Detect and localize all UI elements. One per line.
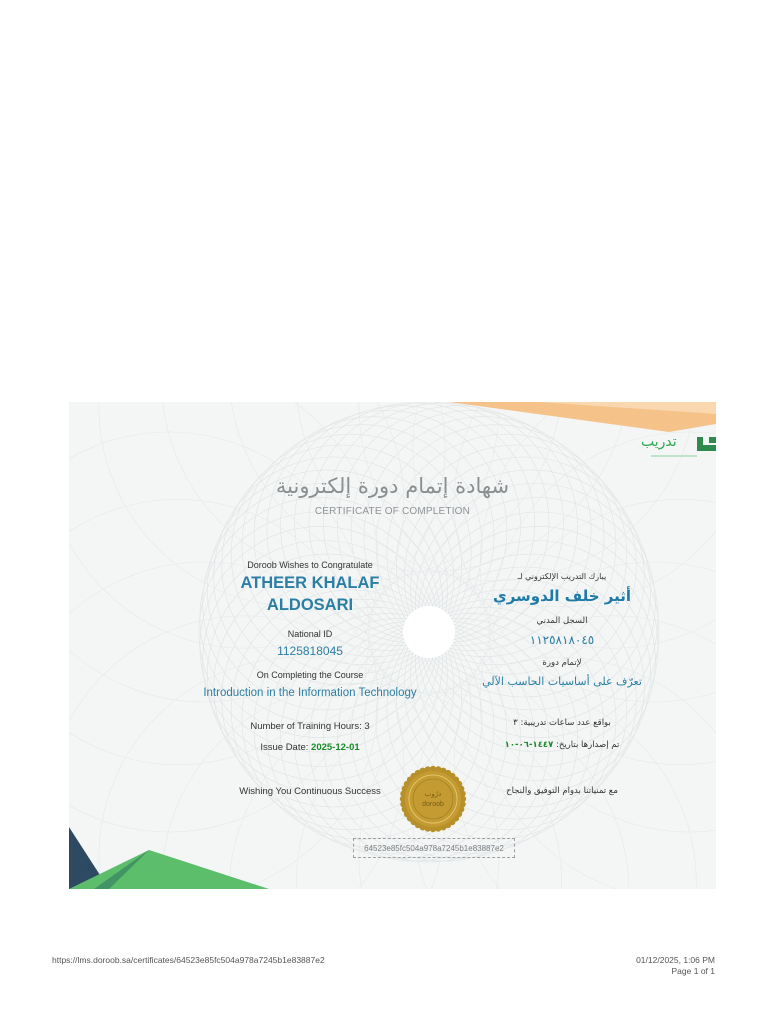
course-name-en: Introduction in the Information Technology xyxy=(203,687,417,699)
issue-date-value-ar: ١٤٤٧-٠٦-١٠ xyxy=(504,740,554,750)
tadreeb-logo: تدريب xyxy=(641,434,677,450)
national-id-label-ar: السجل المدني xyxy=(536,616,588,626)
gold-seal-icon xyxy=(398,764,468,834)
wishes-en: Wishing You Continuous Success xyxy=(239,786,381,797)
certificate-title-ar: شهادة إتمام دورة إلكترونية xyxy=(275,474,510,498)
issue-date-en xyxy=(200,742,420,753)
course-label-ar: لإتمام دورة xyxy=(542,658,582,668)
national-id-value-en: 1125818045 xyxy=(277,644,343,658)
svg-text:doroob: doroob xyxy=(422,801,444,808)
issue-date-label-ar: تم إصدارها بتاريخ: xyxy=(555,740,620,750)
issue-date-value-en: 2025-12-01 xyxy=(311,742,360,753)
tadreeb-logo-underline xyxy=(651,455,697,457)
footer-page-number: Page 1 of 1 xyxy=(671,966,715,976)
recipient-name-ar: أثير خلف الدوسري xyxy=(492,587,632,605)
national-id-value-ar: ١١٢٥٨١٨٠٤٥ xyxy=(529,633,595,647)
verification-code: 64523e85fc504a978a7245b1e83887e2 xyxy=(353,838,515,858)
congrats-label-en: Doroob Wishes to Congratulate xyxy=(247,560,373,570)
congrats-label-ar: يبارك التدريب الإلكتروني لـ xyxy=(517,572,607,581)
footer-url[interactable]: https://lms.doroob.sa/certificates/64523e85fc504a978a7245b1e83887e2 xyxy=(52,955,325,965)
svg-text:درُوب: درُوب xyxy=(424,790,442,798)
issue-date-label-en: Issue Date: xyxy=(260,742,309,753)
training-hours-ar: بواقع عدد ساعات تدريبية: ٣ xyxy=(513,718,611,728)
training-hours-en: Number of Training Hours: 3 xyxy=(250,721,370,732)
issue-date-ar xyxy=(452,740,672,750)
course-label-en: On Completing the Course xyxy=(256,670,364,680)
doroob-logo-icon xyxy=(697,434,716,459)
national-id-label-en: National ID xyxy=(287,629,333,639)
footer-datetime: 01/12/2025, 1:06 PM xyxy=(636,955,715,965)
wishes-ar: مع تمنياتنا بدوام التوفيق والنجاح xyxy=(506,786,618,796)
certificate-title-en: CERTIFICATE OF COMPLETION xyxy=(314,506,471,517)
certificate xyxy=(69,402,716,889)
course-name-ar: تعرّف على أساسيات الحاسب الآلي xyxy=(482,675,642,688)
recipient-name-en: ATHEER KHALAF ALDOSARI xyxy=(240,574,380,614)
